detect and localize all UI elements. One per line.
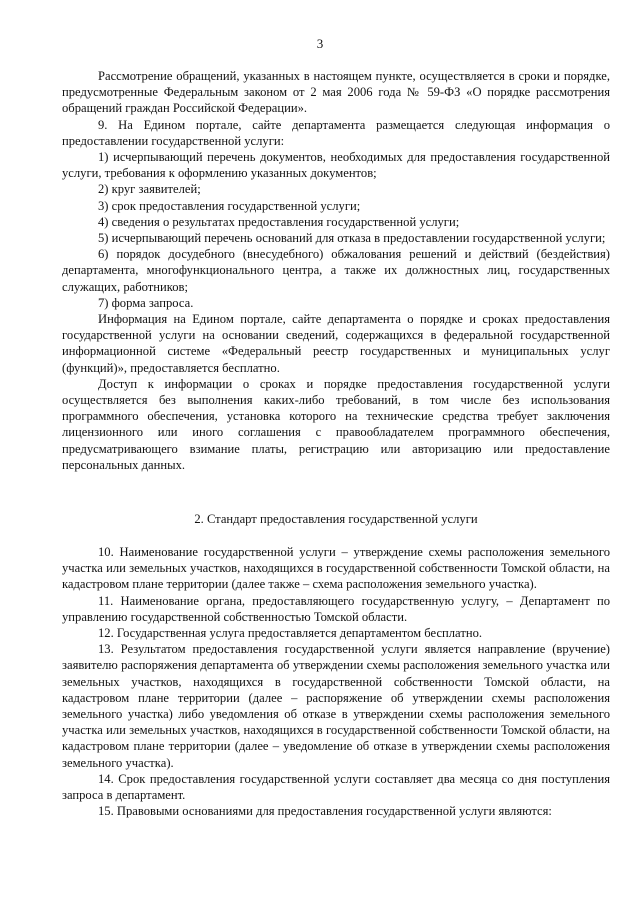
paragraph-12: 12. Государственная услуга предоставляется департаментом бесплатно. bbox=[98, 626, 483, 641]
list-item-2: 2) круг заявителей; bbox=[98, 182, 201, 197]
paragraph-information: Информация на Едином портале, сайте департамента о порядке и сроках предоставления государственной услуги на основании сведений, содержащихся в федеральной государственной информационной системе «Федеральный реестр государственных и муниципальных услуг (функций)», предоставляется бесплатно. bbox=[62, 312, 610, 375]
list-item-5: 5) исчерпывающий перечень оснований для отказа в предоставлении государственной услуги; bbox=[98, 231, 606, 246]
page-number: 3 bbox=[316, 36, 324, 51]
list-item-4: 4) сведения о результатах предоставления государственной услуги; bbox=[98, 214, 460, 229]
section-2-heading: 2. Стандарт предоставления государственной услуги bbox=[194, 512, 478, 526]
paragraph-access: Доступ к информации о сроках и порядке предоставления государственной услуги осуществляется без выполнения каких-либо требований, в том числе без использования программного обеспечения, установка которого на технические средства требует заключения лицензионного или иного соглашения с правообладателем программного обеспечения, предусматривающего взимание платы, регистрацию или авторизацию или предоставление персональных данных. bbox=[62, 376, 610, 472]
paragraph-10: 10. Наименование государственной услуги – утверждение схемы расположения земельного участка или земельных участков, находящихся в государственной собственности Томской области, на кадастровом плане территории (далее также – схема расположения земельного участка). bbox=[62, 545, 610, 592]
list-item-3: 3) срок предоставления государственной услуги; bbox=[98, 198, 361, 213]
paragraph-15: 15. Правовыми основаниями для предоставления государственной услуги являются: bbox=[98, 804, 552, 819]
list-item-1: 1) исчерпывающий перечень документов, необходимых для предоставления государственной услуги, требования к оформлению указанных документов; bbox=[62, 150, 610, 181]
section-2-body bbox=[62, 544, 610, 819]
list-item-7: 7) форма запроса. bbox=[98, 295, 194, 310]
paragraph-13: 13. Результатом предоставления государственной услуги является направление (вручение) заявителю распоряжения департамента об утверждении схемы расположения земельного участка или земельных участков, находящихся в государственной собственности Томской области, на кадастровом плане территории (далее – распоряжение об утверждении схемы расположения земельного участка) либо уведомления об отказе в утверждении схемы расположения земельного участка или земельных участков, находящихся в государственной собственности Томской области, на кадастровом плане территории (далее – уведомление об отказе в утверждении схемы расположения земельного участка). bbox=[62, 642, 610, 770]
paragraph-14: 14. Срок предоставления государственной услуги составляет два месяца со дня поступления запроса в департамент. bbox=[62, 771, 610, 803]
list-item-6: 6) порядок досудебного (внесудебного) обжалования решений и действий (бездействия) департамента, многофункционального центра, а также их должностных лиц, государственных служащих, работников; bbox=[62, 247, 610, 294]
paragraph-11: 11. Наименование органа, предоставляющего государственную услугу, – Департамент по управлению государственной собственностью Томской области. bbox=[62, 593, 610, 624]
section-1-body bbox=[62, 68, 610, 473]
paragraph-9: 9. На Едином портале, сайте департамента размещается следующая информация о предоставлении государственной услуги: bbox=[62, 117, 610, 148]
paragraph-review-order: Рассмотрение обращений, указанных в настоящем пункте, осуществляется в сроки и порядке, предусмотренные Федеральным законом от 2 мая 2006 года № 59-ФЗ «О порядке рассмотрения обращений граждан Российской Федерации». bbox=[62, 69, 610, 116]
